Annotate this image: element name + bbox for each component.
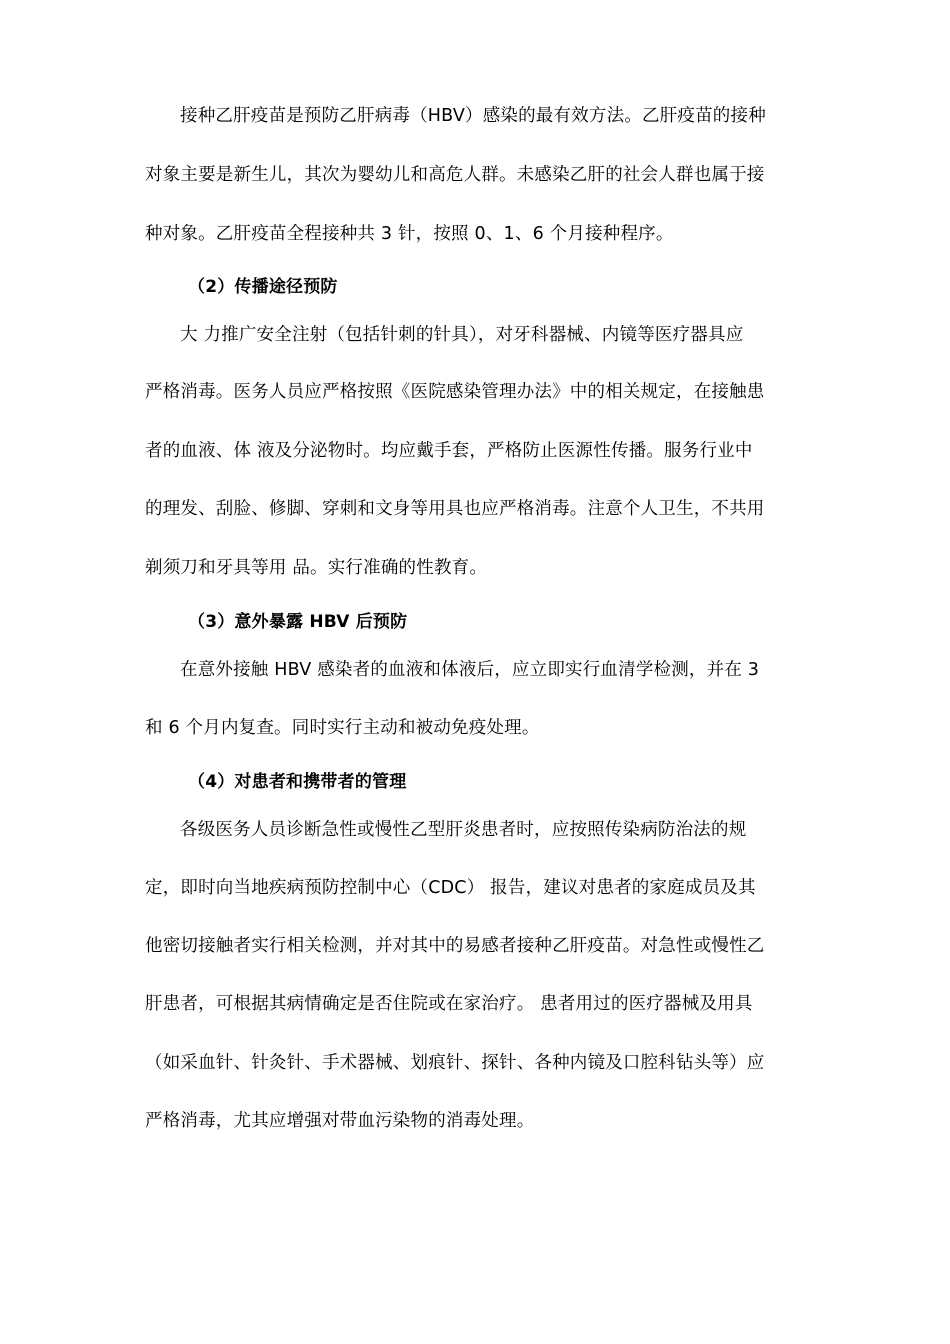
text-line: 严格消毒。医务人员应严格按照《医院感染管理办法》中的相关规定，在接触患: [145, 382, 765, 402]
text-line: 对象主要是新生儿，其次为婴幼儿和高危人群。未感染乙肝的社会人群也属于接: [145, 165, 765, 185]
section-heading-exposure: （3）意外暴露 HBV 后预防: [188, 612, 408, 632]
text-line: 者的血液、体 液及分泌物时。均应戴手套，严格防止医源性传播。服务行业中: [145, 441, 753, 461]
text-line: （如采血针、针灸针、手术器械、划痕针、探针、各种内镜及口腔科钻头等）应: [145, 1053, 765, 1073]
text-line: 定，即时向当地疾病预防控制中心（CDC） 报告，建议对患者的家庭成员及其: [145, 878, 756, 898]
text-line: 大 力推广安全注射（包括针刺的针具），对牙科器械、内镜等医疗器具应: [180, 325, 744, 345]
text-line: 接种乙肝疫苗是预防乙肝病毒（HBV）感染的最有效方法。乙肝疫苗的接种: [180, 106, 766, 126]
text-line: 种对象。乙肝疫苗全程接种共 3 针，按照 0、1、6 个月接种程序。: [145, 224, 674, 244]
text-line: 在意外接触 HBV 感染者的血液和体液后，应立即实行血清学检测，并在 3: [180, 660, 760, 680]
text-line: 和 6 个月内复查。同时实行主动和被动免疫处理。: [145, 718, 540, 738]
text-line: 各级医务人员诊断急性或慢性乙型肝炎患者时，应按照传染病防治法的规: [180, 820, 747, 840]
text-line: 严格消毒，尤其应增强对带血污染物的消毒处理。: [145, 1111, 535, 1131]
text-line: 剃须刀和牙具等用 品。实行准确的性教育。: [145, 558, 488, 578]
section-heading-patient-management: （4）对患者和携带者的管理: [188, 772, 407, 792]
text-line: 肝患者，可根据其病情确定是否住院或在家治疗。 患者用过的医疗器械及用具: [145, 994, 753, 1014]
text-line: 他密切接触者实行相关检测，并对其中的易感者接种乙肝疫苗。对急性或慢性乙: [145, 936, 765, 956]
text-line: 的理发、刮脸、修脚、穿刺和文身等用具也应严格消毒。注意个人卫生，不共用: [145, 499, 765, 519]
section-heading-transmission: （2）传播途径预防: [188, 277, 338, 297]
